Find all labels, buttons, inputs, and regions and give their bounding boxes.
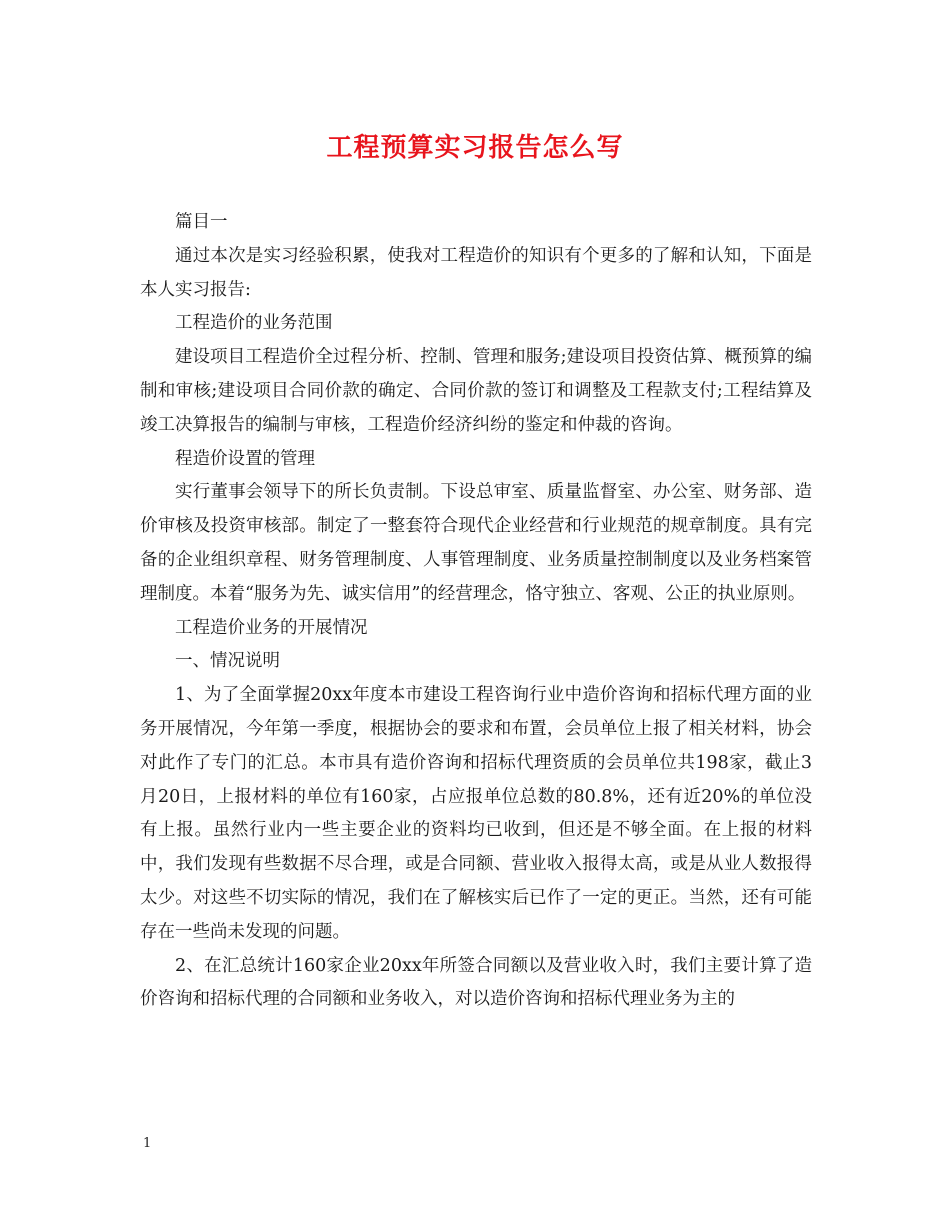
body-paragraph: 实行董事会领导下的所长负责制。下设总审室、质量监督室、办公室、财务部、造价审核及投资审核部。制定了一整套符合现代企业经营和行业规范的规章制度。具有完备的企业组织章程、财务管理制度、人事管理制度、业务质量控制制度以及业务档案管理制度。本着“服务为先、诚实信用”的经营理念，恪守独立、客观、公正的执业原则。 [140, 482, 812, 604]
subsection-heading: 一、情况说明 [175, 651, 280, 672]
document-body [140, 206, 812, 1017]
section-heading: 工程造价的业务范围 [175, 313, 333, 334]
page-number: 1 [143, 1136, 152, 1151]
body-paragraph: 1、为了全面掌握20xx年度本市建设工程咨询行业中造价咨询和招标代理方面的业务开展情况，今年第一季度，根据协会的要求和布置，会员单位上报了相关材料，协会对此作了专门的汇总。本市具有造价咨询和招标代理资质的会员单位共198家，截止3月20日，上报材料的单位有160家，占应报单位总数的80.8%，还有近20%的单位没有上报。虽然行业内一些主要企业的资料均已收到，但还是不够全面。在上报的材料中，我们发现有些数据不尽合理，或是合同额、营业收入报得太高，或是从业人数报得太少。对这些不切实际的情况，我们在了解核实后已作了一定的更正。当然，还有可能存在一些尚未发现的问题。 [140, 685, 812, 942]
body-paragraph: 2、在汇总统计160家企业20xx年所签合同额以及营业收入时，我们主要计算了造价咨询和招标代理的合同额和业务收入，对以造价咨询和招标代理业务为主的 [140, 955, 812, 1010]
body-paragraph: 建设项目工程造价全过程分析、控制、管理和服务;建设项目投资估算、概预算的编制和审核;建设项目合同价款的确定、合同价款的签订和调整及工程款支付;工程结算及竣工决算报告的编制与审核，工程造价经济纠纷的鉴定和仲裁的咨询。 [140, 347, 812, 435]
document-title: 工程预算实习报告怎么写 [326, 133, 624, 163]
section-heading: 工程造价业务的开展情况 [175, 617, 368, 638]
section-label: 篇目一 [175, 212, 228, 232]
section-heading: 程造价设置的管理 [175, 448, 315, 469]
intro-paragraph: 通过本次是实习经验积累，使我对工程造价的知识有个更多的了解和认知，下面是本人实习报告: [140, 245, 812, 300]
